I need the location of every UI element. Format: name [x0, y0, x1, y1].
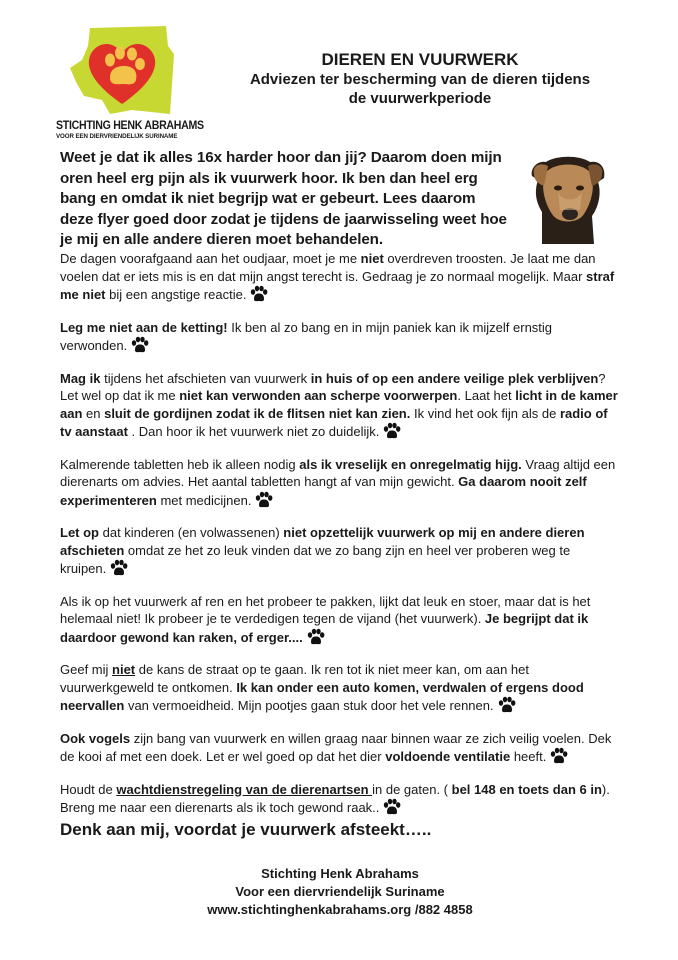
text-segment: De dagen voorafgaand aan het oudjaar, moet je me [60, 251, 361, 266]
page-title: DIEREN EN VUURWERK [321, 50, 519, 69]
paw-print-icon [382, 422, 402, 440]
emphasis-text: Je begrijpt dat ik daardoor gewond kan raken, of erger.... [60, 611, 589, 645]
text-segment: en [82, 405, 105, 421]
footer [180, 865, 500, 919]
text-segment: de kans de straat op te gaan. Ik ren tot ik niet meer kan, om aan het vuurwerkgeweld te ontkomen. [60, 662, 529, 695]
emphasis-text: bel 148 en toets dan 6 in [451, 781, 602, 797]
footer-organization: Stichting Henk Abrahams [261, 866, 419, 881]
text-segment: Vraag altijd een dierenarts om advies. Het aantal tabletten hangt af van mijn gewicht. [60, 456, 616, 489]
paw-print-icon [549, 747, 569, 765]
emphasis-text: niet kan verwonden aan scherpe voorwerpen [179, 388, 458, 403]
advice-paragraph [60, 319, 620, 355]
paw-print-icon [254, 491, 274, 509]
text-segment: ? Let wel op dat ik me [60, 370, 606, 403]
intro-text: Weet je dat ik alles 16x harder hoor dan jij? Daarom doen mijn oren heel erg pijn als ik vuurwerk hoor. Ik ben dan heel erg bang en omdat ik niet begrijp wat er gebeurt. Lees daarom deze flyer goed door zodat je tijdens de jaarwisseling weet hoe je mij en alle andere dieren moet behandelen. [60, 149, 507, 248]
emphasis-text: Ik kan onder een auto komen, verdwalen of ergens dood neervallen [60, 679, 584, 713]
emphasis-text: Mag ik [60, 370, 101, 386]
paw-print-icon [109, 559, 129, 577]
emphasis-text: Ook vogels [60, 730, 131, 746]
footer-website-phone: www.stichtinghenkabrahams.org /882 4858 [207, 902, 473, 917]
text-segment: . Laat het [457, 388, 516, 403]
text-segment: Ik ben al zo bang en in mijn paniek kan ik mijzelf ernstig verwonden. [60, 319, 553, 353]
advice-paragraph [60, 370, 620, 441]
page-subtitle-line2: de vuurwerkperiode [348, 90, 492, 107]
advice-paragraph [60, 250, 620, 304]
suriname-map-heart-paw-icon [70, 24, 175, 116]
advice-paragraph [60, 593, 620, 647]
paw-print-icon [497, 696, 517, 714]
text-segment: dat kinderen (en volwassenen) [99, 525, 284, 540]
text-segment: Geef mij [60, 662, 113, 677]
text-segment: heeft. [510, 749, 547, 764]
text-segment: bij een angstige reactie. [105, 287, 247, 302]
closing-statement: Denk aan mij, voordat je vuurwerk afsteekt….. [60, 820, 432, 839]
emphasis-text: radio of tv aanstaat [60, 405, 608, 439]
emphasis-text: Ga daarom nooit zelf experimenteren [60, 474, 587, 508]
logo-tagline: VOOR EEN DIERVRIENDELIJK SURINAME [56, 133, 178, 140]
emphasis-text: wachtdienstregeling van de dierenartsen [116, 781, 373, 797]
text-segment: Houdt de [60, 781, 117, 797]
emphasis-text: licht in de kamer aan [60, 388, 618, 421]
paw-print-icon [306, 628, 326, 646]
text-segment: . Dan hoor ik het vuurwerk niet zo duidelijk. [127, 424, 380, 439]
text-segment: van vermoeidheid. Mijn pootjes gaan stuk door het vele rennen. [124, 698, 494, 713]
dog-photo [528, 152, 608, 244]
advice-paragraph [60, 524, 620, 578]
emphasis-text: Let op [60, 525, 99, 540]
advice-paragraph [60, 730, 620, 766]
advice-paragraph [60, 661, 620, 715]
emphasis-text: sluit de gordijnen zodat ik de flitsen niet kan zien. [104, 405, 411, 421]
emphasis-text: in huis of op een andere veilige plek verblijven [310, 370, 599, 386]
text-segment: ). Breng me naar een dierenarts als ik toch gewond raak.. [60, 781, 610, 815]
logo-name: STICHTING HENK ABRAHAMS [56, 120, 204, 132]
text-segment: tijdens het afschieten van vuurwerk [100, 370, 311, 386]
text-segment: overdreven troosten. Je laat me dan voelen dat er iets mis is en dat mijn angst terecht is. Gedraag je zo normaal mogelijk. Maar [60, 251, 596, 284]
paw-print-icon [382, 798, 402, 816]
text-segment: in de gaten. ( [372, 781, 452, 797]
emphasis-text: straf me niet [60, 268, 615, 302]
text-segment: met medicijnen. [156, 492, 252, 508]
text-segment: Kalmerende tabletten heb ik alleen nodig [60, 456, 300, 472]
text-segment: zijn bang van vuurwerk en willen graag naar binnen waar ze zich veilig voelen. Dek de kooi af met een doek. Let er wel goed op dat het dier [60, 730, 612, 764]
paw-print-icon [130, 336, 150, 354]
emphasis-text: niet [360, 251, 384, 266]
emphasis-text: Leg me niet aan de ketting! [60, 319, 228, 335]
emphasis-text: niet opzettelijk vuurwerk op mij en andere dieren afschieten [60, 525, 585, 558]
emphasis-text: als ik vreselijk en onregelmatig hijg. [299, 456, 522, 472]
text-segment: Als ik op het vuurwerk af ren en het probeer te pakken, lijkt dat leuk en stoer, maar dat is het helemaal niet! Ik probeer je te verdedigen tegen de vijand (het vuurwerk). [60, 593, 591, 626]
advice-paragraph [60, 781, 620, 817]
footer-tagline: Voor een diervriendelijk Suriname [235, 884, 445, 899]
text-segment: Ik vind het ook fijn als de [410, 405, 560, 421]
paw-print-icon [249, 285, 269, 303]
text-segment: omdat ze het zo leuk vinden dat we zo bang zijn en heel ver proberen weg te kruipen. [60, 542, 571, 576]
header [220, 50, 620, 108]
advice-list [60, 250, 620, 832]
emphasis-text: voldoende ventilatie [385, 749, 511, 764]
emphasis-text: niet [112, 662, 136, 677]
organization-logo [56, 24, 204, 140]
advice-paragraph [60, 456, 620, 510]
page-subtitle-line1: Adviezen ter bescherming van de dieren tijdens [249, 71, 591, 88]
